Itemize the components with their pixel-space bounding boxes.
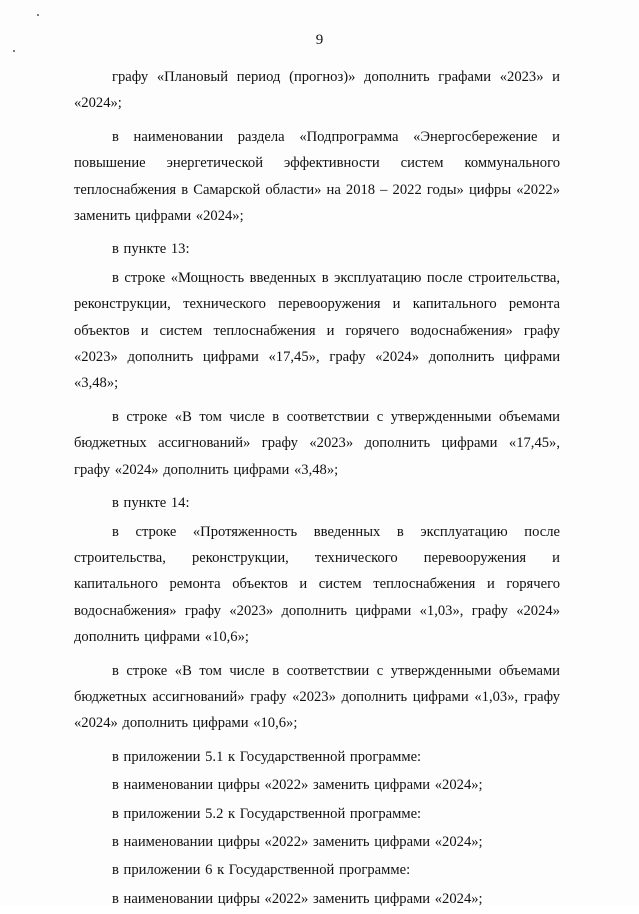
paragraph: в приложении 6 к Государственной программе:: [112, 862, 411, 879]
paragraph: в пункте 14:: [112, 495, 190, 512]
paragraph: в строке «В том числе в соответствии с утвержденными объемами бюджетных ассигнований» графу «2023» дополнить цифрами «1,03», графу «2024» дополнить цифрами «10,6»;: [74, 662, 560, 732]
paragraph: в приложении 5.2 к Государственной программе:: [112, 805, 422, 822]
paragraph: в строке «В том числе в соответствии с утвержденными объемами бюджетных ассигнований» графу «2023» дополнить цифрами «17,45», графу «2024» дополнить цифрами «3,48»;: [74, 408, 560, 478]
paragraph: в наименовании цифры «2022» заменить цифрами «2024»;: [112, 777, 483, 794]
paragraph: в строке «Протяженность введенных в эксплуатацию после строительства, реконструкции, технического перевооружения и капитального ремонта объектов и систем теплоснабжения и горячего водоснабжения» графу «2023» дополнить цифрами «1,03», графу «2024» дополнить цифрами «10,6»;: [74, 523, 560, 646]
document-body: [74, 64, 560, 914]
paragraph: в строке «Мощность введенных в эксплуатацию после строительства, реконструкции, технического перевооружения и капитального ремонта объектов и систем теплоснабжения и горячего водоснабжения» графу «2023» дополнить цифрами «17,45», графу «2024» дополнить цифрами «3,48»;: [74, 269, 560, 392]
paragraph: в наименовании раздела «Подпрограмма «Энергосбережение и повышение энергетической эффективности систем коммунального теплоснабжения в Самарской области» на 2018 – 2022 годы» цифры «2022» заменить цифрами «2024»;: [74, 128, 560, 225]
paragraph: в пункте 13:: [112, 241, 190, 258]
paragraph: графу «Плановый период (прогноз)» дополнить графами «2023» и «2024»;: [74, 69, 560, 112]
scan-speck: [37, 14, 39, 16]
paragraph: в наименовании цифры «2022» заменить цифрами «2024»;: [112, 890, 483, 907]
paragraph: в наименовании цифры «2022» заменить цифрами «2024»;: [112, 833, 483, 850]
scan-speck: [13, 50, 15, 52]
paragraph: в приложении 5.1 к Государственной программе:: [112, 748, 422, 765]
page-number: 9: [315, 32, 324, 48]
